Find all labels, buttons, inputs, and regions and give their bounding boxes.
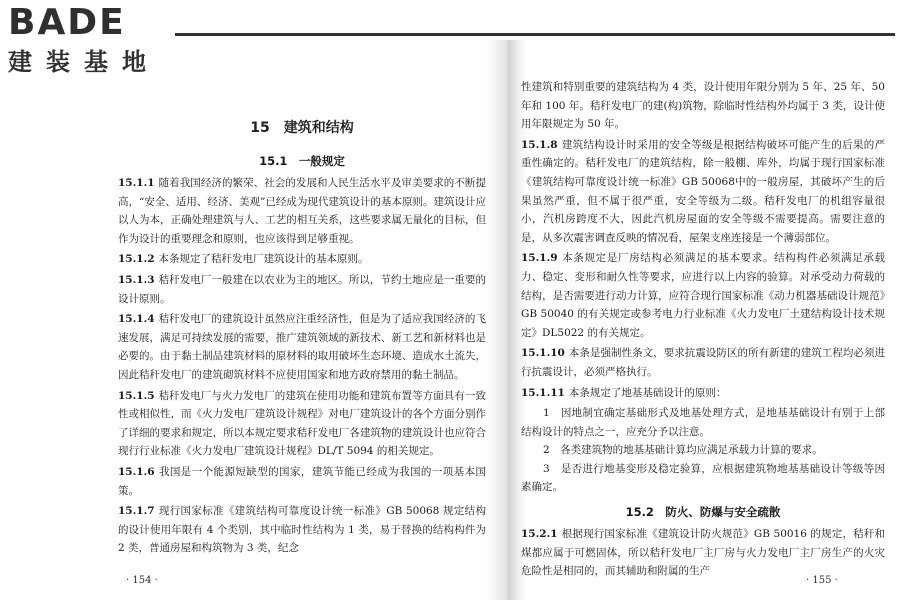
paragraph-15-1-4: [118, 310, 486, 384]
chapter-title: 15 建筑和结构: [250, 120, 354, 136]
logo-chinese-text: 建装基地: [8, 48, 160, 76]
clause-number: 15.1.4: [118, 313, 155, 326]
clause-text: 本条规定是厂房结构必须满足的基本要求。结构构件必须满足承载力、稳定、变形和耐久性等要求，应进行以上内容的验算。对承受动力荷载的结构，是否需要进行动力计算，应符合现行国家标准《动力机器基础设计规范》GB 50040 的有关规定或参考电力行业标准《火力发电厂土建结构设计技术规定》DL5022 的有关规定。: [521, 252, 885, 339]
paragraph-15-1-1: [118, 174, 486, 248]
sub-item-1: 1 因地制宜确定基础形式及地基处理方式，是地基基础设计有别于上部结构设计的特点之一，应充分予以注意。: [521, 407, 885, 438]
clause-text: 秸秆发电厂的建筑设计虽然应注重经济性，但是为了适应我国经济的飞速发展，满足可持续发展的需要，推广建筑领域的新技术、新工艺和新材料也是必要的。由于黏土制品建筑材料的原材料的取用破坏生态环境、造成水土流失，因此秸秆发电厂的建筑砌筑材料不应使用国家和地方政府禁用的黏土制品。: [118, 313, 486, 381]
right-page: [521, 78, 885, 583]
clause-text: 我国是一个能源短缺型的国家，建筑节能已经成为我国的一项基本国策。: [118, 465, 486, 497]
paragraph-15-1-2: [118, 250, 486, 269]
page-number-right: · 155 ·: [806, 575, 838, 586]
clause-number: 15.1.6: [118, 465, 155, 478]
clause-text: 本条规定了地基基础设计的原则：: [568, 386, 727, 399]
sub-item-3: 3 是否进行地基变形及稳定验算，应根据建筑物地基基础设计等级等因素确定。: [521, 462, 885, 494]
clause-number: 15.1.1: [118, 177, 155, 189]
paragraph-15-2-1: [521, 525, 885, 581]
paragraph-15-1-11: [521, 384, 885, 403]
clause-number: 15.2.1: [521, 528, 558, 541]
clause-number: 15.1.5: [118, 389, 155, 402]
continued-paragraph: 性建筑和特别重要的建筑结构为 4 类，设计使用年限分别为 5 年、25 年、50 年和 100 年。秸秆发电厂的建(构)筑物，除临时性结构外均属于 3 类，设计使用年限规定为 50 年。: [521, 81, 885, 131]
sub-item-2: 2 各类建筑物的地基基础计算均应满足承载力计算的要求。: [543, 444, 823, 457]
clause-number: 15.1.2: [118, 253, 155, 266]
clause-number: 15.1.9: [521, 252, 558, 265]
clause-text: 建筑结构设计时采用的安全等级是根据结构破坏可能产生的后果的严重性确定的。秸秆发电厂的建筑结构，除一般棚、库外，均属于现行国家标准《建筑结构可靠度设计统一标准》GB 50068中的一般房屋，其破坏产生的后果虽然严重，但不属于很严重，安全等级为二级。秸秆发电厂的机组容量很小，汽机房跨度不大，因此汽机房屋面的安全等级不需要提高。需要注意的是，从多次震害调查反映的情况看，屋架支座连接是一个薄弱部位。: [521, 138, 885, 244]
clause-text: 随着我国经济的繁荣、社会的发展和人民生活水平及审美要求的不断提高，“安全、适用、经济、美观”已经成为现代建筑设计的基本原则。建筑设计应以人为本，正确处理建筑与人、工艺的相互关系，这些要求属无量化的目标，但作为设计的重要理念和原则，也应该得到足够重视。: [118, 177, 486, 245]
clause-number: 15.1.3: [118, 273, 155, 286]
paragraph-15-1-3: [118, 271, 486, 308]
clause-text: 秸秆发电厂一般建在以农业为主的地区。所以，节约土地应是一重要的设计原则。: [118, 273, 486, 305]
paragraph-15-1-5: [118, 387, 486, 461]
clause-text: 本条规定了秸秆发电厂建筑设计的基本原则。: [158, 253, 369, 266]
paragraph-15-1-10: [521, 344, 885, 381]
clause-number: 15.1.10: [521, 347, 565, 360]
clause-text: 现行国家标准《建筑结构可靠度设计统一标准》GB 50068 规定结构的设计使用年限有 4 个类别，其中临时性结构为 1 类，易于替换的结构构件为 2 类，普通房屋和构筑物为 3 类，纪念: [118, 505, 486, 555]
page-number-left: · 154 ·: [126, 575, 158, 586]
left-page: [118, 110, 486, 560]
paragraph-15-1-7: [118, 502, 486, 558]
section-title-15-2: 15.2 防火、防爆与安全疏散: [625, 505, 781, 520]
clause-number: 15.1.8: [521, 138, 558, 151]
clause-text: 秸秆发电厂与火力发电厂的建筑在使用功能和建筑布置等方面具有一致性或相似性，而《火力发电厂建筑设计规程》对电厂建筑设计的各个方面分别作了详细的要求和规定，所以本规定要求秸秆发电厂各建筑物的建筑设计也应符合现行行业标准《火力发电厂建筑设计规程》DL/T 5094 的相关规定。: [118, 389, 486, 458]
bade-logo: [8, 3, 183, 83]
logo-latin-text: BADE: [8, 2, 126, 43]
paragraph-15-1-6: [118, 463, 486, 500]
clause-text: 根据现行国家标准《建筑设计防火规范》GB 50016 的规定，秸秆和煤都应属于可燃固体，所以秸秆发电厂主厂房与火力发电厂主厂房生产的火灾危险性是相同的，而其辅助和附属的生产: [521, 528, 885, 578]
section-title-15-1: 15.1 一般规定: [259, 154, 345, 168]
clause-text: 本条是强制性条文，要求抗震设防区的所有新建的建筑工程均必须进行抗震设计，必须严格执行。: [521, 347, 885, 378]
clause-number: 15.1.11: [521, 386, 565, 399]
clause-number: 15.1.7: [118, 505, 155, 518]
paragraph-15-1-8: [521, 136, 885, 248]
paragraph-15-1-9: [521, 249, 885, 342]
header-rule: [175, 33, 895, 36]
